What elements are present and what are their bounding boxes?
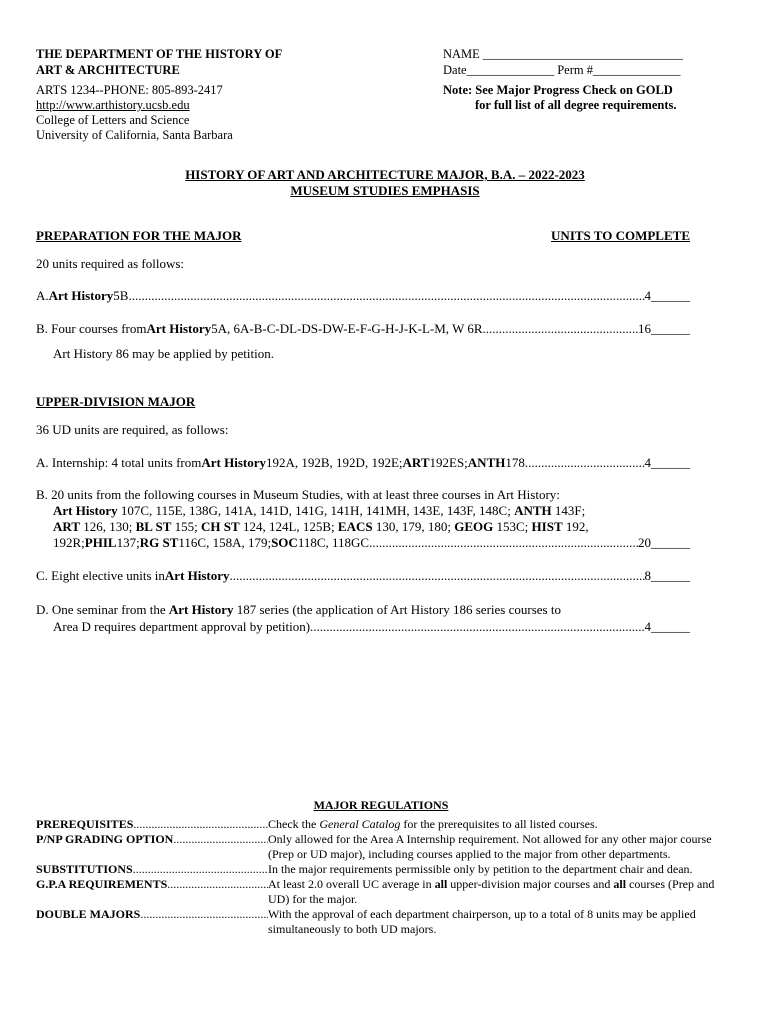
units-blank: 4______ bbox=[644, 288, 690, 303]
text: 116C, 158A, 179; bbox=[178, 535, 272, 550]
text: upper-division major courses and bbox=[447, 877, 614, 891]
course-dept: Art History bbox=[168, 602, 234, 617]
date-perm-field[interactable]: Date______________ Perm #______________ bbox=[443, 63, 681, 77]
course-list: 5B bbox=[113, 288, 129, 303]
college-name: College of Letters and Science bbox=[36, 113, 190, 127]
upper-item-b-line1: B. 20 units from the following courses in Museum Studies, with at least three courses in Art History: bbox=[36, 487, 560, 502]
gold-note-line2: for full list of all degree requirements. bbox=[475, 98, 677, 112]
upper-division-intro: 36 UD units are required, as follows: bbox=[36, 422, 229, 437]
regulation-text: In the major requirements permissible only by petition to the department chair and dean. bbox=[268, 862, 693, 876]
regulation-label: P/NP GRADING OPTION bbox=[36, 832, 174, 846]
upper-item-d-line1 bbox=[36, 602, 561, 618]
course-dept: ART bbox=[53, 519, 80, 534]
dot-leader bbox=[133, 817, 268, 832]
dot-leader bbox=[483, 321, 638, 337]
regulation-label: PREREQUISITES bbox=[36, 817, 134, 831]
dot-leader bbox=[525, 455, 645, 471]
text: A. Internship: 4 total units from bbox=[36, 455, 202, 470]
university-name: University of California, Santa Barbara bbox=[36, 128, 233, 142]
upper-item-c bbox=[36, 568, 690, 584]
preparation-item-a bbox=[36, 288, 690, 304]
preparation-intro: 20 units required as follows: bbox=[36, 256, 185, 271]
department-name-line1: THE DEPARTMENT OF THE HISTORY OF bbox=[36, 47, 283, 61]
course-dept: HIST bbox=[531, 519, 563, 534]
regulation-text: With the approval of each department chairperson, up to a total of 8 units may be applied simultaneously to both UD majors. bbox=[268, 907, 696, 936]
text: At least 2.0 overall UC average in bbox=[268, 877, 435, 891]
emphasis-title: MUSEUM STUDIES EMPHASIS bbox=[290, 183, 480, 198]
text: 107C, 115E, 138G, 141A, 141D, 141G, 141H, 141MH, 143E, 143F, 148C; bbox=[117, 503, 515, 518]
units-blank: 4______ bbox=[644, 455, 690, 470]
units-blank: 16______ bbox=[638, 321, 690, 336]
text: Area D requires department approval by petition) bbox=[53, 619, 311, 634]
text: courses (Prep and UD) for the major. bbox=[268, 877, 715, 906]
units-blank: 8______ bbox=[644, 568, 690, 583]
upper-item-b-line4 bbox=[53, 535, 690, 551]
text: Check the bbox=[268, 817, 320, 831]
text: for the prerequisites to all listed courses. bbox=[400, 817, 598, 831]
name-field[interactable]: NAME ________________________________ bbox=[443, 47, 683, 61]
dot-leader bbox=[167, 877, 268, 892]
course-dept: ANTH bbox=[514, 503, 552, 518]
course-dept: GEOG bbox=[454, 519, 494, 534]
preparation-heading: PREPARATION FOR THE MAJOR bbox=[36, 228, 242, 243]
gold-note-line1: Note: See Major Progress Check on GOLD bbox=[443, 83, 673, 97]
course-dept: PHIL bbox=[84, 535, 117, 550]
text: 192A, 192B, 192D, 192E; bbox=[266, 455, 403, 470]
department-website-link[interactable]: http://www.arthistory.ucsb.edu bbox=[36, 98, 190, 112]
upper-item-b-line2 bbox=[53, 503, 585, 519]
text: 192ES; bbox=[429, 455, 468, 470]
preparation-petition-note: Art History 86 may be applied by petition. bbox=[53, 346, 274, 361]
regulation-label: G.P.A REQUIREMENTS bbox=[36, 877, 168, 891]
dot-leader bbox=[230, 568, 645, 584]
text: 126, 130; bbox=[80, 519, 136, 534]
course-dept: BL ST bbox=[135, 519, 172, 534]
emphasis: all bbox=[613, 877, 627, 891]
text: 192, bbox=[562, 519, 589, 534]
course-list: 5A, 6A-B-C-DL-DS-DW-E-F-G-H-J-K-L-M, W 6R bbox=[211, 321, 483, 336]
dot-leader bbox=[140, 907, 268, 922]
item-prefix: B. Four courses from bbox=[36, 321, 147, 336]
course-dept: Art History bbox=[164, 568, 230, 583]
major-title: HISTORY OF ART AND ARCHITECTURE MAJOR, B.A. – 2022-2023 bbox=[185, 167, 585, 182]
units-blank: 20______ bbox=[638, 535, 690, 550]
text: 192R; bbox=[53, 535, 85, 550]
regulation-substitutions bbox=[36, 862, 736, 877]
text: 143F; bbox=[551, 503, 586, 518]
course-dept: RG ST bbox=[139, 535, 179, 550]
dot-leader bbox=[173, 832, 268, 847]
department-phone: ARTS 1234--PHONE: 805-893-2417 bbox=[36, 83, 223, 97]
text: C. Eight elective units in bbox=[36, 568, 165, 583]
dot-leader bbox=[310, 619, 644, 635]
upper-item-d-line2 bbox=[53, 619, 690, 635]
course-dept: EACS bbox=[337, 519, 373, 534]
upper-division-heading: UPPER-DIVISION MAJOR bbox=[36, 394, 196, 409]
course-dept: Art History bbox=[53, 503, 118, 518]
text: D. One seminar from the bbox=[36, 602, 169, 617]
regulations-heading: MAJOR REGULATIONS bbox=[313, 798, 449, 812]
upper-item-b-line3 bbox=[53, 519, 589, 535]
units-to-complete-heading: UNITS TO COMPLETE bbox=[551, 228, 690, 243]
text: 153C; bbox=[493, 519, 532, 534]
text: 187 series (the application of Art History 186 series courses to bbox=[233, 602, 561, 617]
upper-item-a bbox=[36, 455, 690, 471]
course-dept: ART bbox=[402, 455, 430, 470]
dot-leader bbox=[133, 862, 268, 877]
emphasis: all bbox=[434, 877, 448, 891]
text: 178 bbox=[505, 455, 525, 470]
dot-leader bbox=[369, 535, 638, 551]
course-dept: CH ST bbox=[201, 519, 240, 534]
regulation-pnp-grading bbox=[36, 832, 736, 862]
course-dept: Art History bbox=[48, 288, 114, 303]
department-name-line2: ART & ARCHITECTURE bbox=[36, 63, 180, 77]
dot-leader bbox=[128, 288, 644, 304]
regulation-text: Only allowed for the Area A Internship requirement. Not allowed for any other major course (Prep or UD major), including courses applied to the major from other departments. bbox=[268, 832, 712, 861]
regulation-label: DOUBLE MAJORS bbox=[36, 907, 141, 921]
catalog-name: General Catalog bbox=[319, 817, 401, 831]
regulation-double-majors bbox=[36, 907, 736, 937]
units-blank: 4______ bbox=[644, 619, 690, 634]
preparation-item-b bbox=[36, 321, 690, 337]
regulation-label: SUBSTITUTIONS bbox=[36, 862, 133, 876]
text: 137; bbox=[116, 535, 140, 550]
regulation-prerequisites bbox=[36, 817, 736, 832]
text: 118C, 118GC bbox=[297, 535, 370, 550]
course-dept: SOC bbox=[271, 535, 298, 550]
course-dept: ANTH bbox=[467, 455, 506, 470]
text: 124, 124L, 125B; bbox=[239, 519, 338, 534]
course-dept: Art History bbox=[201, 455, 266, 470]
text: 155; bbox=[171, 519, 202, 534]
text: 130, 179, 180; bbox=[372, 519, 455, 534]
course-dept: Art History bbox=[146, 321, 212, 336]
regulation-gpa bbox=[36, 877, 736, 907]
item-prefix: A. bbox=[36, 288, 49, 303]
